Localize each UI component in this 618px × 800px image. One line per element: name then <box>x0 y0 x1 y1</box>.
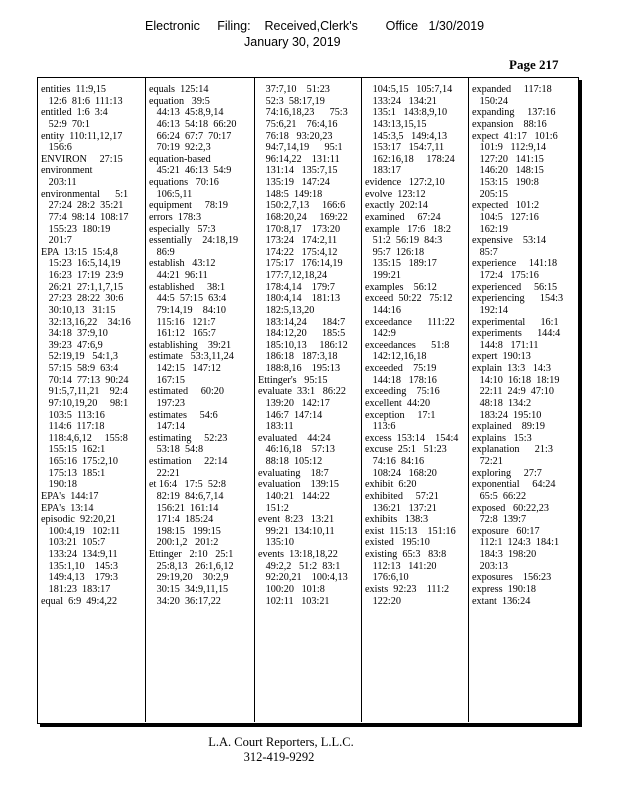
index-entry-line: 150:2,7,13 166:6 <box>258 200 346 212</box>
index-entry-line: estimate 53:3,11,24 <box>149 351 234 363</box>
index-entry-line: exactly 202:14 <box>365 200 428 212</box>
index-entry-line: 190:18 <box>41 479 77 491</box>
page-number: Page 217 <box>509 57 559 72</box>
index-entry-line: 115:16 121:7 <box>149 316 216 328</box>
index-entry-line: 203:13 <box>472 560 508 572</box>
index-entry-line: 45:21 46:13 54:9 <box>149 165 232 177</box>
index-entry-line: 94:7,14,19 95:1 <box>258 142 343 154</box>
index-entry-line: 175:17 176:14,19 <box>258 258 343 270</box>
index-entry-line: 22:11 24:9 47:10 <box>472 386 554 398</box>
index-entry-line: EPA's 144:17 <box>41 490 99 502</box>
index-entry-line: expect 41:17 101:6 <box>472 130 558 142</box>
index-entry-line: 34:20 36:17,22 <box>149 595 221 607</box>
index-entry-line: estimating 52:23 <box>149 432 228 444</box>
index-entry-line: expansion 88:16 <box>472 118 547 130</box>
index-entry-line: 153:15 190:8 <box>472 177 539 188</box>
index-entry-line: 174:22 175:4,12 <box>258 246 338 258</box>
index-entry-line: 144:16 <box>365 304 401 316</box>
index-entry-line: expanding 137:16 <box>472 107 556 119</box>
index-entry-line: 177:7,12,18,24 <box>258 270 328 281</box>
index-entry-line: explains 15:3 <box>472 432 532 444</box>
index-entry-line: 168:20,24 169:22 <box>258 211 348 223</box>
index-entry-line: 26:21 27:1,1,7,15 <box>41 281 124 293</box>
index-entry-line: 114:6 117:18 <box>41 421 105 433</box>
index-entry-line: 167:15 <box>149 374 185 386</box>
index-entry-line: 151:2 <box>258 502 289 514</box>
index-entry-line: 127:20 141:15 <box>472 153 544 165</box>
index-entry-line: expanded 117:18 <box>472 84 552 95</box>
index-entry-line: 175:13 185:1 <box>41 467 106 479</box>
index-entry-line: existing 65:3 83:8 <box>365 549 447 560</box>
index-entry-line: 146:7 147:14 <box>258 409 323 421</box>
index-entry-line: 113:6 <box>365 421 396 433</box>
index-entry-line: evaluated 44:24 <box>258 432 331 444</box>
index-entry-line: 149:4,13 179:3 <box>41 572 118 584</box>
index-entry-line: 183:24 195:10 <box>472 409 542 421</box>
index-entry-line: event 8:23 13:21 <box>258 514 335 526</box>
index-entry-line: estimates 54:6 <box>149 409 218 421</box>
index-entry-line: 156:6 <box>41 142 72 154</box>
index-entry-line: 106:5,11 <box>149 188 193 200</box>
index-entry-line: 192:14 <box>472 304 508 316</box>
index-entry-line: 52:3 58:17,19 <box>258 95 325 107</box>
index-entry-line: 12:6 81:6 111:13 <box>41 95 123 107</box>
index-entry-line: episodic 92:20,21 <box>41 514 116 526</box>
index-entry-line: evaluating 18:7 <box>258 467 329 479</box>
index-entry-line: 197:23 <box>149 397 185 409</box>
index-entry-line: evaluate 33:1 86:22 <box>258 386 346 398</box>
index-entry-line: excellent 44:20 <box>365 397 431 409</box>
index-entry-line: 97:10,19,20 98:1 <box>41 397 129 409</box>
index-entry-line: 201:7 <box>41 235 72 247</box>
index-entry-line: exceeding 75:16 <box>365 386 440 398</box>
index-entry-line: 146:20 148:15 <box>472 165 544 177</box>
index-entry-line: 122:20 <box>365 595 401 607</box>
index-entry-line: entity 110:11,12,17 <box>41 130 123 142</box>
index-entry-line: 91:5,7,11,21 92:4 <box>41 386 128 398</box>
court-reporter-phone: 312-419-9292 <box>243 750 315 764</box>
index-column-3 <box>258 84 362 607</box>
index-entry-line: environmental 5:1 <box>41 188 129 200</box>
index-entry-line: 183:17 <box>365 165 401 177</box>
index-entry-line: events 13:18,18,22 <box>258 549 338 560</box>
index-entry-line: equals 125:14 <box>149 84 209 95</box>
index-entry-line: exceedances 51:8 <box>365 339 450 351</box>
index-entry-line: explain 13:3 14:3 <box>472 363 551 374</box>
index-entry-line: 172:4 175:16 <box>472 270 539 281</box>
index-entry-line: 181:23 183:17 <box>41 583 111 595</box>
index-entry-line: exposures 156:23 <box>472 572 552 584</box>
index-entry-line: extant 136:24 <box>472 595 531 607</box>
index-entry-line: excuse 25:1 51:23 <box>365 444 447 456</box>
index-entry-line: 52:9 70:1 <box>41 118 90 130</box>
index-entry-line: exponential 64:24 <box>472 479 556 491</box>
index-entry-line: 72:8 139:7 <box>472 514 527 526</box>
index-entry-line: explanation 21:3 <box>472 444 553 456</box>
index-entry-line: 150:24 <box>472 95 508 107</box>
filing-stamp-line: Electronic Filing: Received,Clerk's Office 1/30/2019 <box>145 19 485 33</box>
index-entry-line: 27:24 28:2 35:21 <box>41 200 124 212</box>
index-entry-line: 102:11 103:21 <box>258 595 330 607</box>
index-entry-line: 104:5 127:16 <box>472 211 539 223</box>
index-entry-line: established 38:1 <box>149 281 226 293</box>
index-entry-line: 200:1,2 201:2 <box>149 537 219 549</box>
index-entry-line: 82:19 84:6,7,14 <box>149 490 224 502</box>
index-entry-line: equal 6:9 49:4,22 <box>41 595 118 607</box>
index-entry-line: 85:7 <box>472 246 498 258</box>
index-entry-line: exception 17:1 <box>365 409 436 421</box>
column-divider <box>254 77 255 722</box>
index-entry-line: exploring 27:7 <box>472 467 542 479</box>
column-divider <box>145 77 146 722</box>
index-entry-line: experience 141:18 <box>472 258 558 270</box>
index-entry-line: exceedance 111:22 <box>365 316 455 328</box>
index-entry-line: 143:13,15,15 <box>365 118 427 130</box>
index-entry-line: 186:18 187:3,18 <box>258 351 338 363</box>
index-entry-line: 103:21 105:7 <box>41 537 106 549</box>
index-entry-line: 44:5 57:15 63:4 <box>149 293 227 305</box>
index-entry-line: evaluation 139:15 <box>258 479 339 491</box>
index-entry-line: expected 101:2 <box>472 200 540 212</box>
index-entry-line: 162:19 <box>472 223 508 235</box>
index-entry-line: estimation 22:14 <box>149 456 228 467</box>
index-entry-line: 183:11 <box>258 421 294 433</box>
index-entry-line: 165:16 175:2,10 <box>41 456 118 467</box>
index-entry-line: 52:19,19 54:1,3 <box>41 351 118 363</box>
index-entry-line: 199:21 <box>365 270 401 281</box>
index-entry-line: estimated 60:20 <box>149 386 224 398</box>
index-entry-line: 48:18 134:2 <box>472 397 532 409</box>
index-entry-line: 30:10,13 31:15 <box>41 304 116 316</box>
index-entry-line: 180:4,14 181:13 <box>258 293 341 305</box>
index-entry-line: 156:21 161:14 <box>149 502 219 514</box>
index-entry-line: 96:14,22 131:11 <box>258 153 340 165</box>
index-entry-line: 135:1 143:8,9,10 <box>365 107 448 119</box>
index-entry-line: 171:4 185:24 <box>149 514 214 526</box>
index-entry-line: 135:1,10 145:3 <box>41 560 118 572</box>
index-entry-line: equation 39:5 <box>149 95 210 107</box>
index-entry-line: 142:15 147:12 <box>149 363 221 374</box>
index-entry-line: 37:7,10 51:23 <box>258 84 330 95</box>
index-entry-line: 144:18 178:16 <box>365 374 437 386</box>
index-entry-line: 161:12 165:7 <box>149 328 216 340</box>
index-entry-line: 142:12,16,18 <box>365 351 427 363</box>
index-entry-line: Ettinger 2:10 25:1 <box>149 549 234 560</box>
index-entry-line: express 190:18 <box>472 583 536 595</box>
index-entry-line: 44:21 96:11 <box>149 270 208 281</box>
index-entry-line: 148:5 149:18 <box>258 188 323 200</box>
index-entry-line: 44:13 45:8,9,14 <box>149 107 224 119</box>
index-entry-line: 49:2,2 51:2 83:1 <box>258 560 341 572</box>
index-column-5 <box>472 84 576 607</box>
index-entry-line: 99:21 134:10,11 <box>258 525 335 537</box>
index-entry-line: 46:13 54:18 66:20 <box>149 118 237 130</box>
index-entry-line: 139:20 142:17 <box>258 397 330 409</box>
index-entry-line: example 17:6 18:2 <box>365 223 452 235</box>
index-entry-line: EPA 13:15 15:4,8 <box>41 246 118 258</box>
index-entry-line: expensive 53:14 <box>472 235 547 247</box>
index-entry-line: establishing 39:21 <box>149 339 232 351</box>
index-entry-line: exist 115:13 151:16 <box>365 525 456 537</box>
index-entry-line: exceeded 75:19 <box>365 363 437 374</box>
index-entry-line: 155:15 162:1 <box>41 444 106 456</box>
index-entry-line: 15:23 16:5,14,19 <box>41 258 121 270</box>
index-entry-line: 14:10 16:18 18:19 <box>472 374 560 386</box>
index-entry-line: 29:19,20 30:2,9 <box>149 572 229 584</box>
index-entry-line: 162:16,18 178:24 <box>365 153 455 165</box>
index-entry-line: 88:18 105:12 <box>258 456 323 467</box>
index-entry-line: 133:24 134:21 <box>365 95 437 107</box>
index-entry-line: ENVIRON 27:15 <box>41 153 123 165</box>
index-entry-line: 57:15 58:9 63:4 <box>41 363 119 374</box>
index-entry-line: especially 57:3 <box>149 223 216 235</box>
index-entry-line: 46:16,18 57:13 <box>258 444 335 456</box>
index-entry-line: 178:4,14 179:7 <box>258 281 335 293</box>
index-entry-line: essentially 24:18,19 <box>149 235 239 247</box>
index-entry-line: 39:23 47:6,9 <box>41 339 103 351</box>
index-entry-line: experimental 16:1 <box>472 316 559 328</box>
index-entry-line: exists 92:23 111:2 <box>365 583 450 595</box>
index-entry-line: 133:24 134:9,11 <box>41 549 118 560</box>
index-entry-line: 92:20,21 100:4,13 <box>258 572 348 584</box>
index-entry-line: 16:23 17:19 23:9 <box>41 270 124 281</box>
index-entry-line: exposed 60:22,23 <box>472 502 549 514</box>
index-entry-line: et 16:4 17:5 52:8 <box>149 479 226 491</box>
index-entry-line: 51:2 56:19 84:3 <box>365 235 443 247</box>
index-entry-line: errors 178:3 <box>149 211 202 223</box>
index-entry-line: exhibits 138:3 <box>365 514 429 526</box>
index-entry-line: 203:11 <box>41 177 77 188</box>
index-entry-line: exceed 50:22 75:12 <box>365 293 453 305</box>
index-entry-line: 32:13,16,22 34:16 <box>41 316 131 328</box>
index-entry-line: 104:5,15 105:7,14 <box>365 84 453 95</box>
index-entry-line: 147:14 <box>149 421 185 433</box>
index-column-1 <box>41 84 145 607</box>
index-entry-line: 72:21 <box>472 456 503 467</box>
index-entry-line: Ettinger's 95:15 <box>258 374 328 386</box>
index-entry-line: exhibited 57:21 <box>365 490 439 502</box>
index-entry-line: 170:8,17 173:20 <box>258 223 341 235</box>
index-entry-line: existed 195:10 <box>365 537 430 549</box>
index-entry-line: 205:15 <box>472 188 508 200</box>
index-entry-line: 131:14 135:7,15 <box>258 165 338 177</box>
index-entry-line: evidence 127:2,10 <box>365 177 445 188</box>
index-entry-line: EPA's 13:14 <box>41 502 94 514</box>
index-entry-line: equipment 78:19 <box>149 200 228 212</box>
index-entry-line: 176:6,10 <box>365 572 409 584</box>
index-entry-line: explained 89:19 <box>472 421 545 433</box>
index-entry-line: 25:8,13 26:1,6,12 <box>149 560 234 572</box>
index-entry-line: 136:21 137:21 <box>365 502 437 514</box>
index-entry-line: 103:5 113:16 <box>41 409 105 421</box>
index-entry-line: 65:5 66:22 <box>472 490 527 502</box>
court-reporter-name: L.A. Court Reporters, L.L.C. <box>208 735 354 749</box>
index-entry-line: 27:23 28:22 30:6 <box>41 293 124 305</box>
index-entry-line: 100:20 101:8 <box>258 583 325 595</box>
index-entry-line: 112:13 141:20 <box>365 560 437 572</box>
index-entry-line: exposure 60:17 <box>472 525 540 537</box>
index-entry-line: 140:21 144:22 <box>258 490 330 502</box>
index-entry-line: 86:9 <box>149 246 175 258</box>
index-entry-line: experienced 56:15 <box>472 281 558 293</box>
index-entry-line: expert 190:13 <box>472 351 531 363</box>
index-entry-line: 76:18 93:20,23 <box>258 130 333 142</box>
index-entry-line: equations 70:16 <box>149 177 219 188</box>
index-entry-line: 185:10,13 186:12 <box>258 339 348 351</box>
index-entry-line: examined 67:24 <box>365 211 441 223</box>
index-entry-line: 66:24 67:7 70:17 <box>149 130 232 142</box>
index-entry-line: 77:4 98:14 108:17 <box>41 211 129 223</box>
index-entry-line: examples 56:12 <box>365 281 437 293</box>
index-entry-line: 173:24 174:2,11 <box>258 235 338 247</box>
index-entry-line: 142:9 <box>365 328 396 340</box>
index-entry-line: establish 43:12 <box>149 258 216 270</box>
index-entry-line: 188:8,16 195:13 <box>258 363 341 374</box>
index-entry-line: 70:14 77:13 90:24 <box>41 374 129 386</box>
index-entry-line: 79:14,19 84:10 <box>149 304 226 316</box>
index-entry-line: 145:3,5 149:4,13 <box>365 130 448 142</box>
index-entry-line: 155:23 180:19 <box>41 223 111 235</box>
index-entry-line: 153:17 154:7,11 <box>365 142 445 154</box>
index-entry-line: 95:7 126:18 <box>365 246 425 258</box>
index-entry-line: 112:1 124:3 184:1 <box>472 537 560 549</box>
index-entry-line: experiencing 154:3 <box>472 293 564 305</box>
index-entry-line: experiments 144:4 <box>472 328 561 340</box>
index-entry-line: 184:3 198:20 <box>472 549 537 560</box>
index-column-2 <box>149 84 253 607</box>
index-entry-line: entitled 1:6 3:4 <box>41 107 108 119</box>
index-entry-line: 22:21 <box>149 467 180 479</box>
index-entry-line: 75:6,21 76:4,16 <box>258 118 338 130</box>
index-entry-line: 144:8 171:11 <box>472 339 539 351</box>
index-entry-line: entities 11:9,15 <box>41 84 106 95</box>
index-entry-line: equation-based <box>149 153 211 165</box>
index-entry-line: environment <box>41 165 93 177</box>
index-entry-line: 184:12,20 185:5 <box>258 328 346 340</box>
index-entry-line: 100:4,19 102:11 <box>41 525 121 537</box>
index-column-4 <box>365 84 469 607</box>
filing-date: January 30, 2019 <box>244 35 341 49</box>
index-entry-line: 34:18 37:9,10 <box>41 328 108 340</box>
index-entry-line: 70:19 92:2,3 <box>149 142 211 154</box>
index-entry-line: 108:24 168:20 <box>365 467 437 479</box>
index-entry-line: 135:10 <box>258 537 294 549</box>
index-entry-line: 118:4,6,12 155:8 <box>41 432 128 444</box>
index-entry-line: 182:5,13,20 <box>258 304 315 316</box>
index-entry-line: 183:14,24 184:7 <box>258 316 346 328</box>
index-entry-line: 198:15 199:15 <box>149 525 221 537</box>
index-entry-line: 135:15 189:17 <box>365 258 437 270</box>
index-entry-line: 74:16,18,23 75:3 <box>258 107 348 119</box>
index-entry-line: 30:15 34:9,11,15 <box>149 583 229 595</box>
index-entry-line: excess 153:14 154:4 <box>365 432 459 444</box>
index-entry-line: exhibit 6:20 <box>365 479 417 491</box>
index-entry-line: 74:16 84:16 <box>365 456 425 467</box>
index-entry-line: 135:19 147:24 <box>258 177 330 188</box>
index-entry-line: 53:18 54:8 <box>149 444 204 456</box>
index-entry-line: 101:9 112:9,14 <box>472 142 547 154</box>
index-entry-line: evolve 123:12 <box>365 188 426 200</box>
